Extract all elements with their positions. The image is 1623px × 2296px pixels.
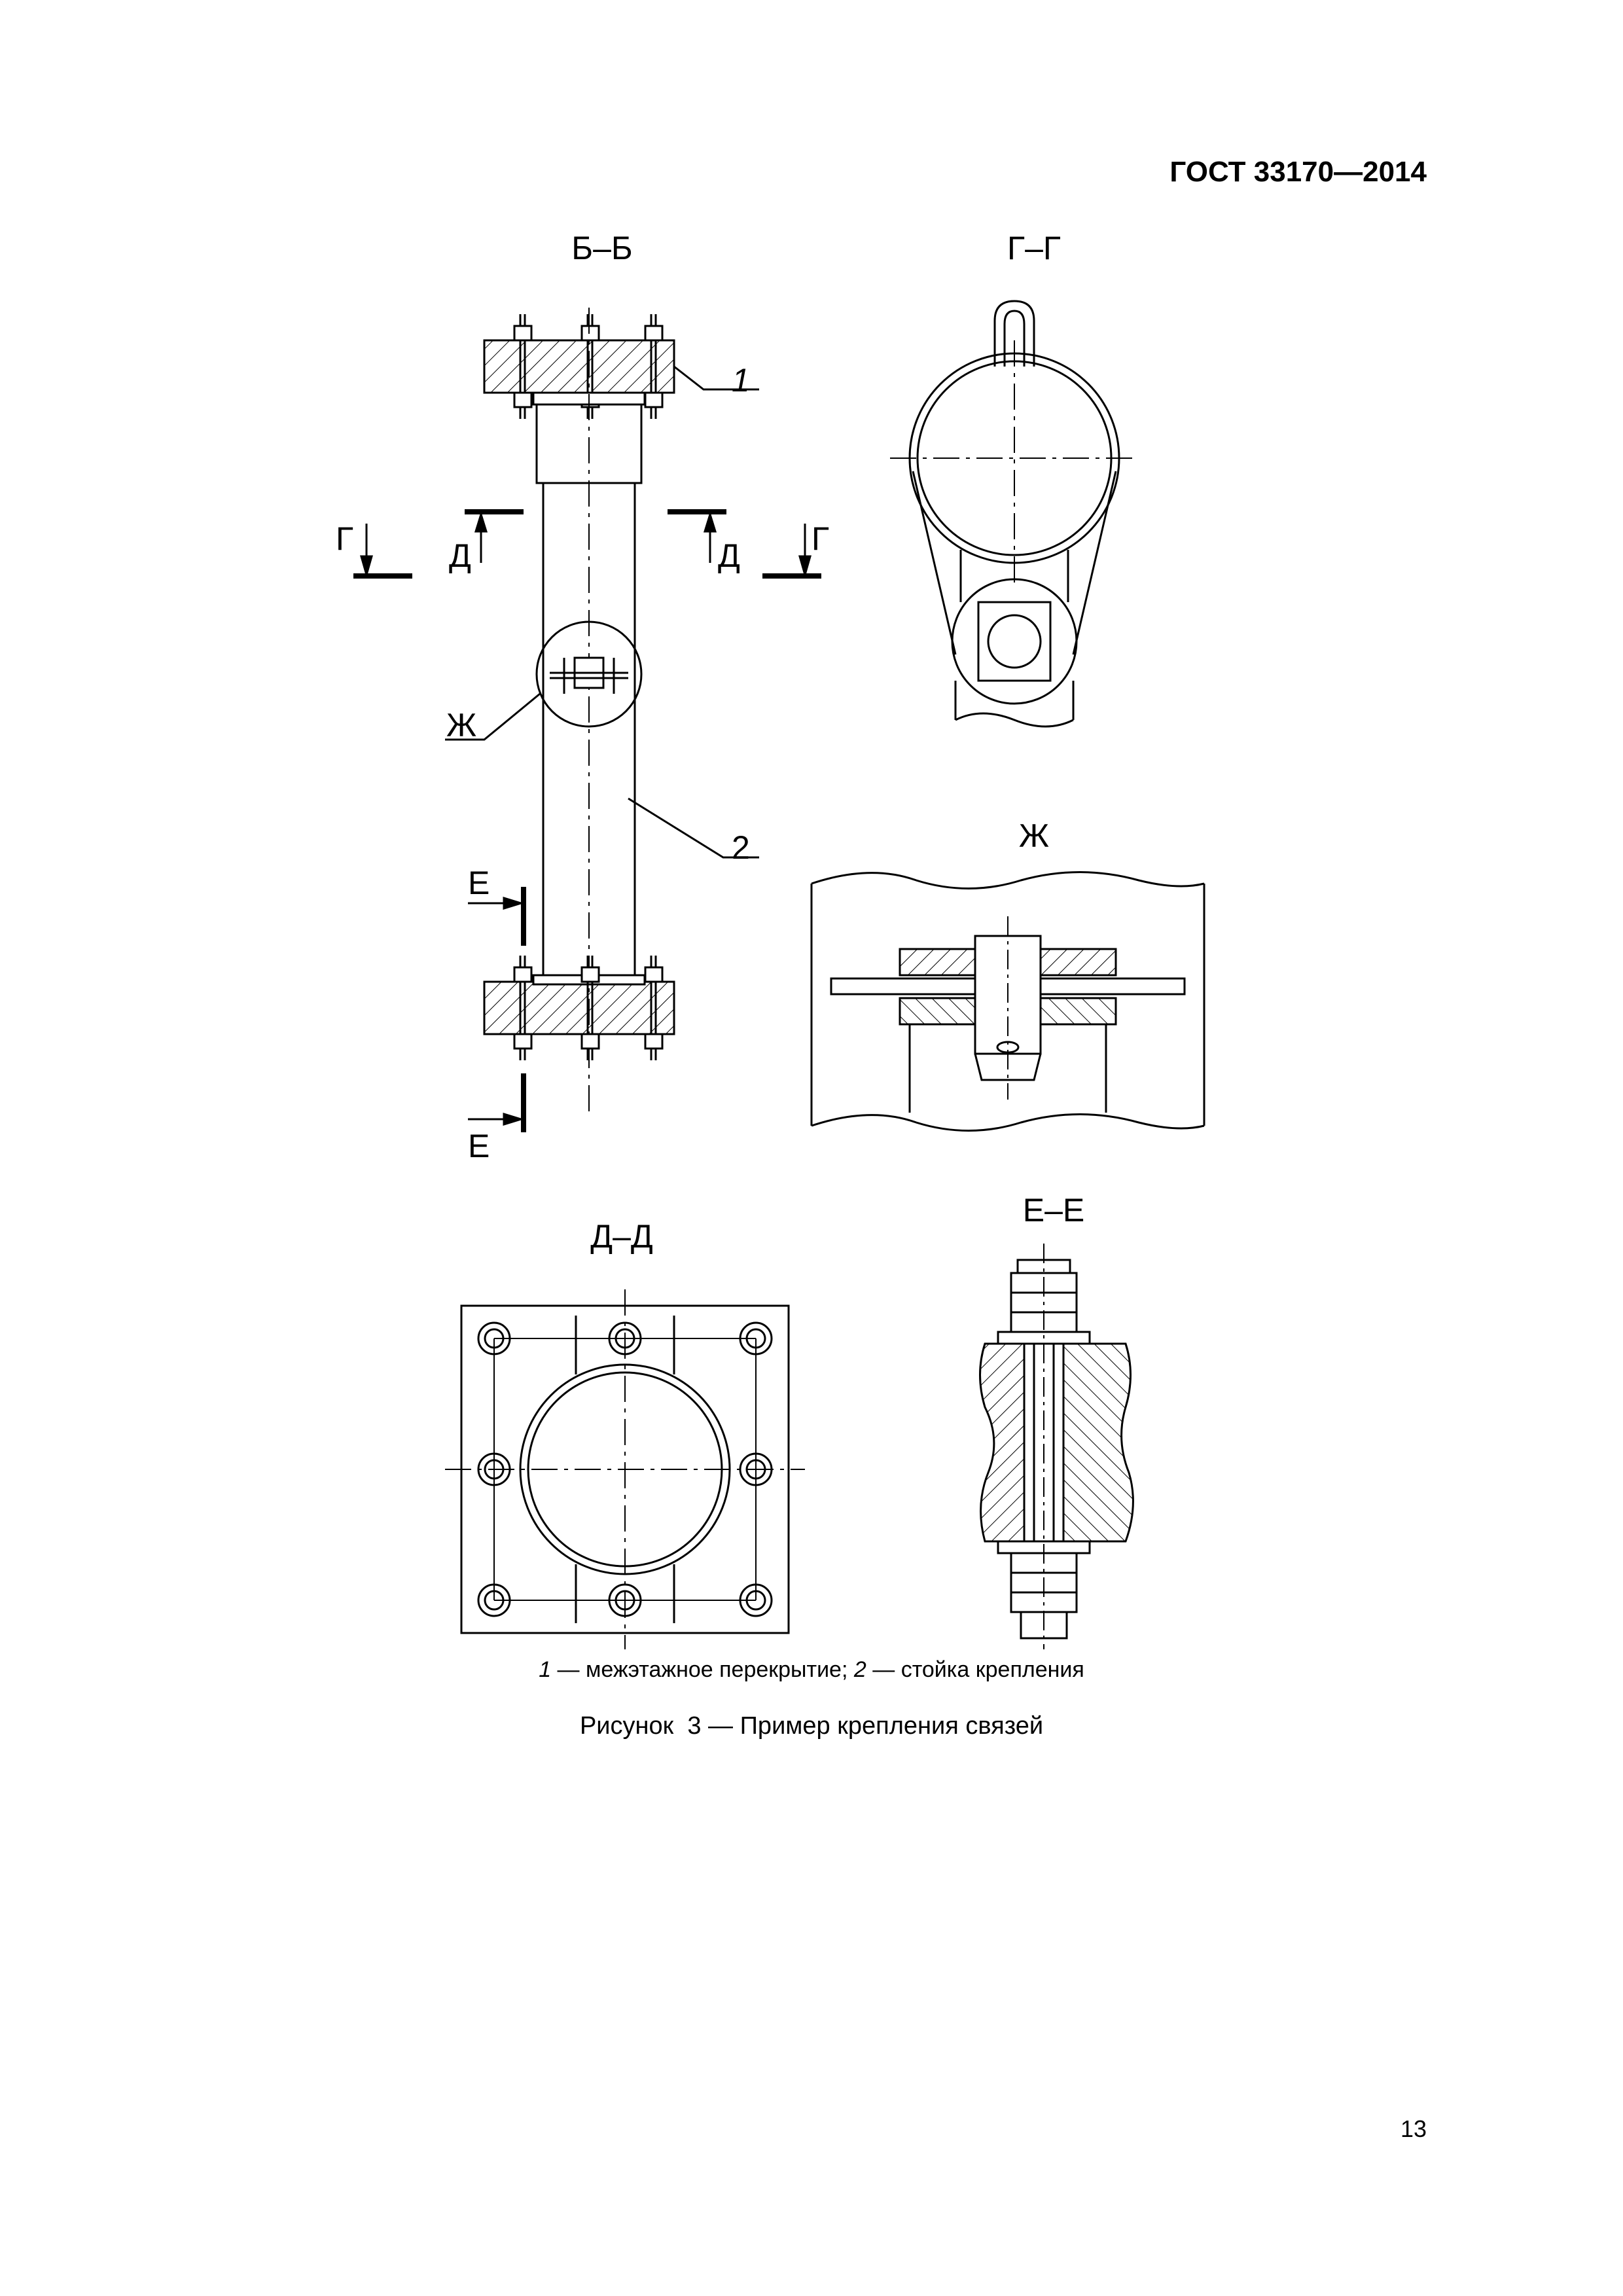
view-zh-drawing: [812, 872, 1204, 1131]
legend-item2-text: — стойка крепления: [866, 1657, 1084, 1682]
view-title-gg: Г–Г: [1007, 230, 1061, 266]
figure-caption: Рисунок 3 — Пример крепления связей: [579, 1712, 1044, 1740]
view-title-ee: Е–Е: [1022, 1192, 1085, 1229]
position-label-2: 2: [732, 829, 750, 866]
page-number: 13: [1400, 2115, 1427, 2142]
view-title-dd: Д–Д: [590, 1218, 653, 1255]
section-mark-g-right: Г: [812, 520, 830, 557]
section-mark-d-right: Д: [718, 537, 740, 574]
view-title-bb: Б–Б: [571, 230, 633, 266]
document-id: ГОСТ 33170—2014: [1169, 156, 1427, 188]
view-title-zh: Ж: [1018, 817, 1050, 854]
legend-item2-number: 2: [853, 1657, 866, 1682]
view-ee-drawing: [980, 1244, 1133, 1649]
position-label-1: 1: [732, 362, 750, 399]
section-mark-e-bottom: Е: [468, 1128, 490, 1164]
view-bb-drawing: [445, 308, 759, 1113]
view-dd-drawing: [445, 1289, 805, 1649]
section-mark-g-left: Г: [336, 520, 354, 557]
section-mark-e-top: Е: [468, 865, 490, 901]
figure-legend: [0, 1657, 1623, 1683]
section-mark-d-left: Д: [449, 537, 471, 574]
legend-item1-text: — межэтажное перекрытие;: [551, 1657, 854, 1682]
view-gg-drawing: [890, 301, 1139, 726]
detail-label-zh: Ж: [446, 707, 477, 744]
legend-item1-number: 1: [539, 1657, 552, 1682]
